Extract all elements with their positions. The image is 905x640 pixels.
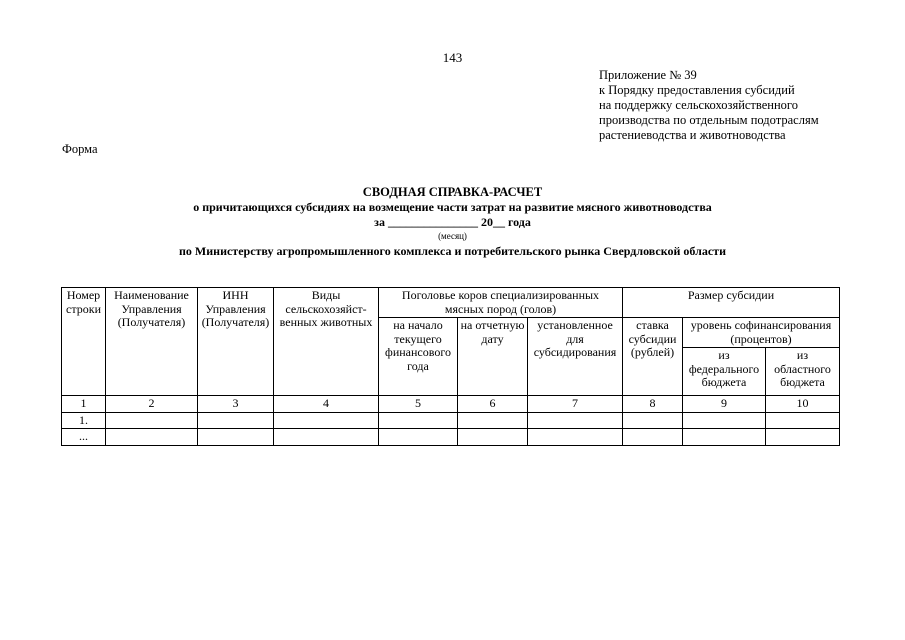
empty-cell: [766, 412, 840, 429]
header-regional: из областного бюджета: [766, 348, 840, 396]
empty-cell: [106, 412, 198, 429]
empty-cell: [274, 429, 379, 446]
header-livestock-group: Поголовье коров специализированных мясных пород (голов): [379, 288, 623, 318]
column-number-row: [62, 396, 840, 413]
table-row: [62, 429, 840, 446]
period-hint: (месяц): [438, 231, 467, 241]
empty-cell: [683, 412, 766, 429]
page-number: 143: [442, 50, 463, 65]
appendix-line: растениеводства и животноводства: [599, 128, 786, 142]
empty-cell: [379, 412, 458, 429]
reporting-period: за _______________ 20__ года: [374, 215, 531, 229]
header-animal-types: Виды сельскохозяйст-венных животных: [274, 288, 379, 396]
header-row-1: [62, 288, 840, 318]
empty-cell: [274, 412, 379, 429]
empty-cell: [106, 429, 198, 446]
document-heading: СВОДНАЯ СПРАВКА-РАСЧЕТ: [362, 185, 543, 199]
empty-cell: [198, 412, 274, 429]
appendix-line: к Порядку предоставления субсидий: [599, 83, 795, 97]
appendix-line: производства по отдельным подотраслям: [599, 113, 819, 127]
document-title-block: [0, 185, 905, 259]
appendix-note: [599, 68, 819, 143]
column-number: 10: [766, 396, 840, 413]
empty-cell: [528, 412, 623, 429]
column-number: 1: [62, 396, 106, 413]
form-label: Форма: [62, 142, 98, 156]
header-subsidy-rate: ставка субсидии (рублей): [623, 318, 683, 396]
empty-cell: [623, 429, 683, 446]
column-number: 2: [106, 396, 198, 413]
column-number: 6: [458, 396, 528, 413]
header-livestock-report: на отчетную дату: [458, 318, 528, 396]
column-number: 5: [379, 396, 458, 413]
empty-cell: [683, 429, 766, 446]
table-row: [62, 412, 840, 429]
summary-table: [61, 287, 840, 446]
header-inn: ИНН Управления (Получателя): [198, 288, 274, 396]
appendix-line: на поддержку сельскохозяйственного: [599, 98, 798, 112]
header-livestock-established: установленное для субсидирования: [528, 318, 623, 396]
document-subheading: о причитающихся субсидиях на возмещение части затрат на развитие мясного животноводства: [193, 200, 712, 214]
column-number: 7: [528, 396, 623, 413]
empty-cell: [623, 412, 683, 429]
column-number: 8: [623, 396, 683, 413]
empty-cell: [528, 429, 623, 446]
header-federal: из федерального бюджета: [683, 348, 766, 396]
empty-cell: [458, 412, 528, 429]
empty-cell: [198, 429, 274, 446]
header-row-number: Номер строки: [62, 288, 106, 396]
empty-cell: [379, 429, 458, 446]
header-cofinancing: уровень софинансирования (процентов): [683, 318, 840, 348]
empty-cell: [766, 429, 840, 446]
row-number-cell: ...: [62, 429, 106, 446]
row-number-cell: 1.: [62, 412, 106, 429]
header-subsidy-group: Размер субсидии: [623, 288, 840, 318]
header-management-name: Наименование Управления (Получателя): [106, 288, 198, 396]
header-livestock-start: на начало текущего финансового года: [379, 318, 458, 396]
column-number: 9: [683, 396, 766, 413]
appendix-line: Приложение № 39: [599, 68, 697, 82]
empty-cell: [458, 429, 528, 446]
column-number: 3: [198, 396, 274, 413]
column-number: 4: [274, 396, 379, 413]
ministry-line: по Министерству агропромышленного комплекса и потребительского рынка Свердловской области: [179, 244, 726, 258]
